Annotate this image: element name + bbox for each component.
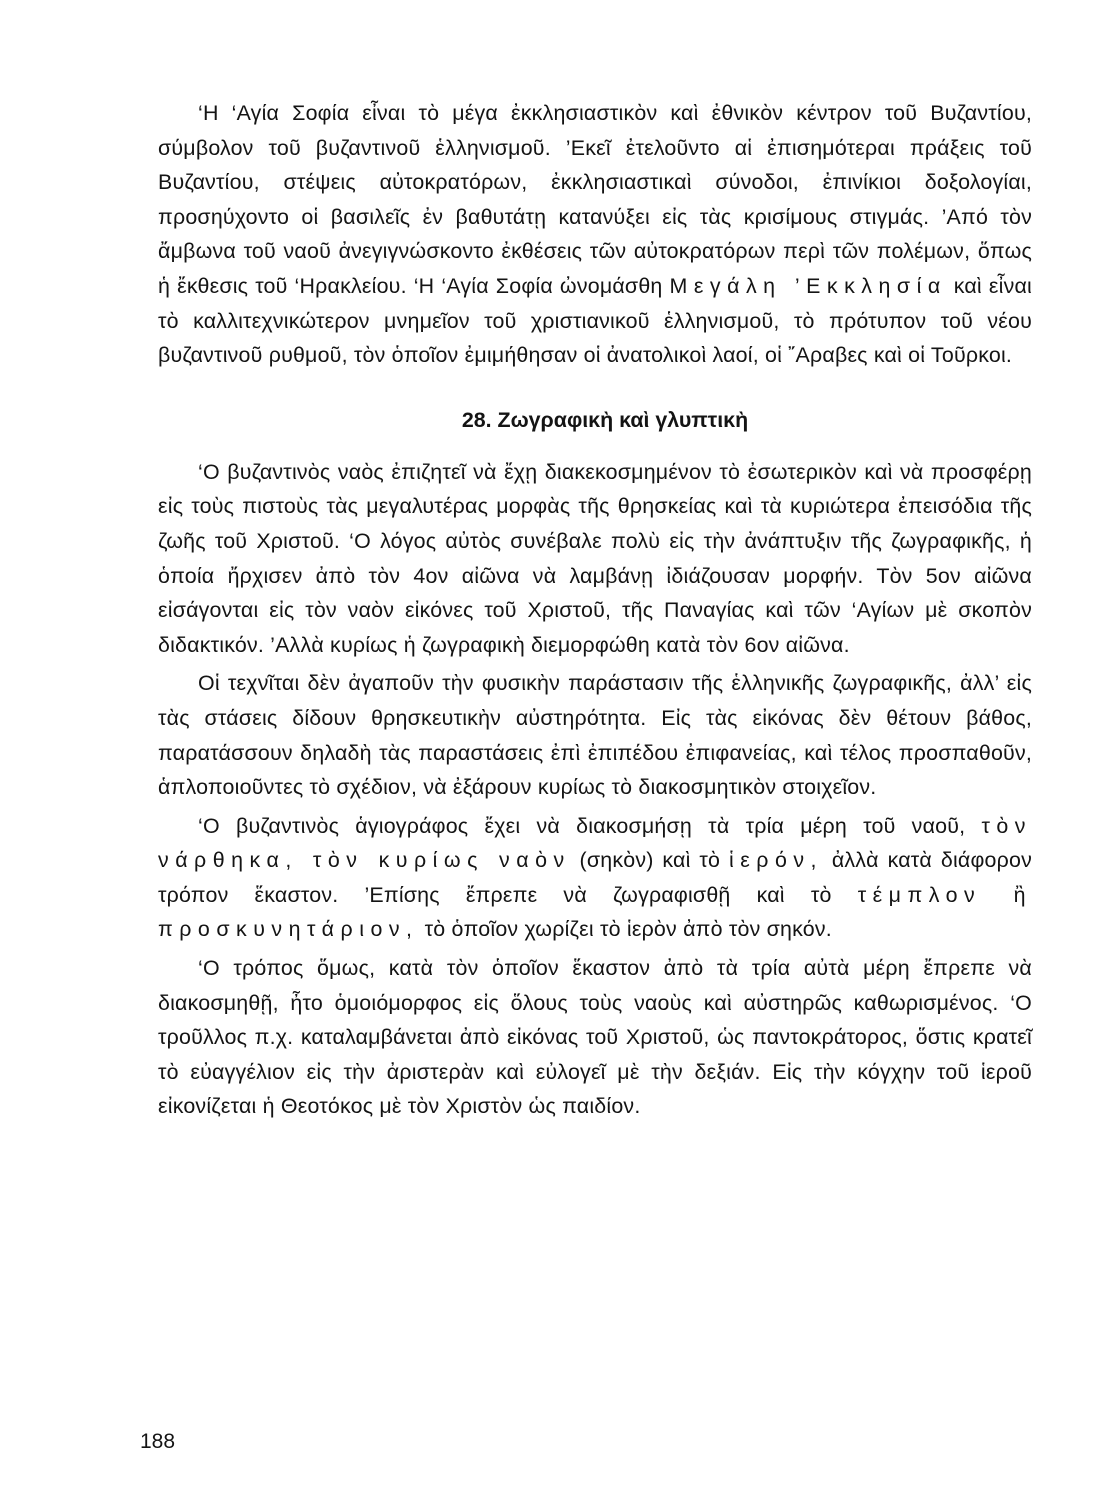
paragraph-iconographer: [158, 809, 1032, 947]
spaced-emphasis: ἱερόν,: [728, 848, 823, 873]
paragraph-text: ‘Ο βυζαντινὸς ἁγιογράφος ἔχει νὰ διακοσμήσῃ τὰ τρία μέρη τοῦ ναοῦ,: [198, 813, 982, 838]
paragraph-hagia-sophia: [158, 96, 1032, 373]
paragraph-decoration-scheme: ‘Ο τρόπος ὅμως, κατὰ τὸν ὁποῖον ἕκαστον ἀπὸ τὰ τρία αὐτὰ μέρη ἔπρεπε νὰ διακοσμηθῇ, ἦτο ὁμοιόμορφος εἰς ὅλους τοὺς ναοὺς καὶ αὐστηρῶς καθωρισμένος. ‘Ο τροῦλλος π.χ. καταλαμβάνεται ἀπὸ εἰκόνας τοῦ Χριστοῦ, ὡς παντοκράτορος, ὅστις κρατεῖ τὸ εὐαγγέλιον εἰς τὴν ἀριστερὰν καὶ εὐλογεῖ μὲ τὴν δεξιάν. Εἰς τὴν κόγχην τοῦ ἱεροῦ εἰκονίζεται ἡ Θεοτόκος μὲ τὸν Χριστὸν ὡς παιδίον.: [158, 956, 1032, 1119]
paragraph-text: ἀλλὰ κατὰ διάφορον τρόπον ἕκαστον. ’Επίσης ἔπρεπε νὰ ζωγραφισθῇ καὶ τὸ: [158, 848, 1032, 907]
spaced-emphasis: τὸν νάρθηκα, τὸν κυρίως ναὸν: [158, 813, 1032, 873]
page-number: 188: [140, 1430, 176, 1453]
page-content: [158, 96, 1032, 1124]
paragraph-text: ‘Η ‘Αγία Σοφία εἶναι τὸ μέγα ἐκκλησιαστικὸν καὶ ἐθνικὸν κέντρον τοῦ Βυζαντίου, σύμβολον τοῦ βυζαντινοῦ ἑλληνισμοῦ. ’Εκεῖ ἐτελοῦντο αἱ ἐπισημότεραι πράξεις τοῦ Βυζαντίου, στέψεις αὐτοκρατόρων, ἐκκλησιαστικαὶ σύνοδοι, ἐπινίκιοι δοξολογίαι, προσηύχοντο οἱ βασιλεῖς ἐν βαθυτάτῃ κατανύξει εἰς τὰς κρισίμους στιγμάς. ’Από τὸν ἄμβωνα τοῦ ναοῦ ἀνεγιγνώσκοντο ἐκθέσεις τῶν αὐτοκρατόρων περὶ τῶν πολέμων, ὅπως ἡ ἔκθεσις τοῦ ‘Ηρακλείου. ‘Η ‘Αγία Σοφία ὠνομάσθη: [158, 101, 1032, 298]
paragraph-artists: Οἱ τεχνῖται δὲν ἀγαποῦν τὴν φυσικὴν παράστασιν τῆς ἑλληνικῆς ζωγραφικῆς, ἀλλ’ εἰς τὰς στάσεις δίδουν θρησκευτικὴν αὐστηρότητα. Εἰς τὰς εἰκόνας δὲν θέτουν βάθος, παρατάσσουν δηλαδὴ τὰς παραστάσεις ἐπὶ ἐπιπέδου ἐπιφανείας, καὶ τέλος προσπαθοῦν, ἁπλοποιοῦντες τὸ σχέδιον, νὰ ἐξάρουν κυρίως τὸ διακοσμητικὸν στοιχεῖον.: [158, 671, 1032, 800]
section-heading: 28. Ζωγραφικὴ καὶ γλυπτικὴ: [461, 407, 749, 432]
paragraph-text: τὸ ὁποῖον χωρίζει τὸ ἱερὸν ἀπὸ τὸν σηκόν.: [418, 917, 832, 942]
spaced-emphasis: τέμπλον ἢ προσκυνητάριον,: [158, 882, 1032, 942]
paragraph-text: (σηκὸν) καὶ τὸ: [570, 848, 729, 873]
paragraph-text: καὶ εἶναι τὸ καλλιτεχνικώτερον μνημεῖον τοῦ χριστιανικοῦ ἑλληνισμοῦ, τὸ πρότυπον τοῦ νέου βυζαντινοῦ ρυθμοῦ, τὸν ὁποῖον ἐμιμήθησαν οἱ ἀνατολικοὶ λαοί, οἱ ῎Αραβες καὶ οἱ Τοῦρκοι.: [158, 273, 1032, 368]
paragraph-painting-intro: ‘Ο βυζαντινὸς ναὸς ἐπιζητεῖ νὰ ἔχῃ διακεκοσμημένον τὸ ἐσωτερικὸν καὶ νὰ προσφέρῃ εἰς τοὺς πιστοὺς τὰς μεγαλυτέρας μορφὰς τῆς θρησκείας καὶ τὰ κυριώτερα ἐπεισόδια τῆς ζωῆς τοῦ Χριστοῦ. ‘Ο λόγος αὐτὸς συνέβαλε πολὺ εἰς τὴν ἀνάπτυξιν τῆς ζωγραφικῆς, ἡ ὁποία ἤρχισεν ἀπὸ τὸν 4ον αἰῶνα νὰ λαμβάνῃ ἰδιάζουσαν μορφήν. Τὸν 5ον αἰῶνα εἰσάγονται εἰς τὸν ναὸν εἰκόνες τοῦ Χριστοῦ, τῆς Παναγίας καὶ τῶν ‘Αγίων μὲ σκοπὸν διδακτικόν. ’Αλλὰ κυρίως ἡ ζωγραφικὴ διεμορφώθη κατὰ τὸν 6ον αἰῶνα.: [158, 459, 1032, 657]
spaced-emphasis: Μεγάλη ’Εκκλησία: [669, 273, 947, 298]
